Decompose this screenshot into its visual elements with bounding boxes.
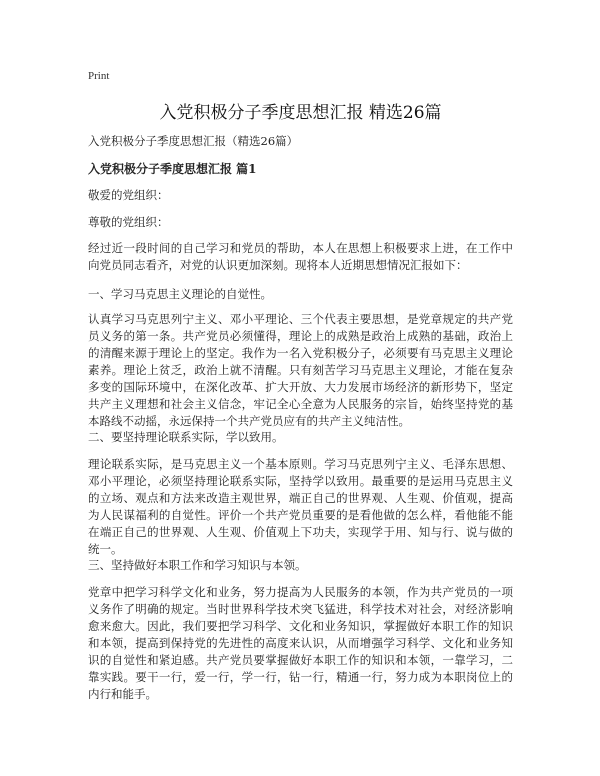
point-body: 党章中把学习科学文化和业务，努力提高为人民服务的本领，作为共产党员的一项义务作了明确的规定。当时世界科学技术突飞猛进，科学技术对社会，对经济影响愈来愈大。因此，我们要把学习科学、文化和业务知识，掌握做好本职工作的知识和本领，提高到保持党的先进性的高度来认识，从而增强学习科学、文化和业务知识的自觉性和紧迫感。共产党员要掌握做好本职工作的知识和本领，一靠学习，二靠实践。要干一行，爱一行，学一行，钻一行，精通一行，努力成为本职岗位上的内行和能手。	[88, 585, 513, 701]
document-subtitle: 入党积极分子季度思想汇报（精选26篇）	[88, 134, 299, 148]
point-heading: 一、学习马克思主义理论的自觉性。	[88, 287, 272, 301]
salutation-line: 敬爱的党组织：	[88, 188, 169, 202]
section-heading: 入党积极分子季度思想汇报 篇1	[88, 162, 257, 176]
print-label: Print	[88, 70, 110, 82]
point-body: 理论联系实际，是马克思主义一个基本原则。学习马克思列宁主义、毛泽东思想、邓小平理论，必须坚持理论联系实际，坚持学以致用。最重要的是运用马克思主义的立场、观点和方法来改造主观世界，端正自己的世界观、人生观、价值观，提高为人民谋福利的自觉性。评价一个共产党员重要的是看他做的怎么样，看他能不能在端正自己的世界观、人生观、价值观上下功夫，实现学于用、知与行、说与做的统一。	[88, 457, 513, 556]
intro-paragraph: 经过近一段时间的自己学习和党员的帮助，本人在思想上积极要求上进，在工作中向党员同志看齐，对党的认识更加深刻。现将本人近期思想情况汇报如下：	[88, 241, 513, 272]
point-heading: 三、坚持做好本职工作和学习知识与本领。	[88, 558, 307, 572]
point-body: 认真学习马克思列宁主义、邓小平理论、三个代表主要思想，是党章规定的共产党员义务的第一条。共产党员必须懂得，理论上的成熟是政治上成熟的基础，政治上的清醒来源于理论上的坚定。我作为一名入党积极分子，必须要有马克思主义理论素养。理论上贫乏，政治上就不清醒。只有刻苦学习马克思主义理论，才能在复杂多变的国际环境中，在深化改革、扩大开放、大力发展市场经济的新形势下，坚定共产主义理想和社会主义信念，牢记全心全意为人民服务的宗旨，始终坚持党的基本路线不动摇，永远保持一个共产党员应有的共产主义纯洁性。	[88, 312, 513, 428]
document-title: 入党积极分子季度思想汇报 精选26篇	[159, 103, 442, 123]
salutation-line: 尊敬的党组织：	[88, 215, 169, 229]
point-heading: 二、要坚持理论联系实际，学以致用。	[88, 430, 284, 444]
